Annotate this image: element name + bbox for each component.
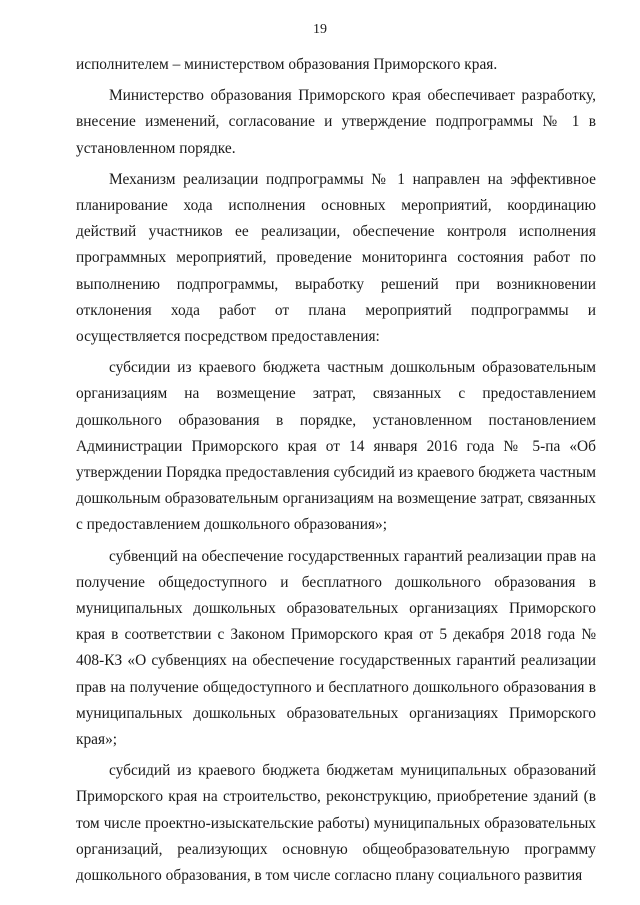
paragraph-continuation: исполнителем – министерством образования Приморского края. [76,56,498,73]
paragraph-mechanism: Механизм реализации подпрограммы № 1 направлен на эффективное планирование хода исполнения основных мероприятий, координацию действий участников ее реализации, обеспечение контроля исполнения программных мероприятий, проведение мониторинга состояния работ по выполнению подпрограммы, выработку решений при возникновении отклонения хода работ от плана мероприятий подпрограммы и осуществляется посредством предоставления: [76,170,596,346]
page-number: 19 [313,22,327,37]
paragraph-ministry-responsibility: Министерство образования Приморского края обеспечивает разработку, внесение изменений, согласование и утверждение подпрограммы № 1 в установленном порядке. [76,87,596,157]
paragraph-subsidy-construction: субсидий из краевого бюджета бюджетам муниципальных образований Приморского края на строительство, реконструкцию, приобретение зданий (в том числе проектно-изыскательские работы) муниципальных образовательных организаций, реализующих основную общеобразовательную программу дошкольного образования, в том числе согласно плану социального развития [76,762,596,885]
paragraph-subvention: субвенций на обеспечение государственных гарантий реализации прав на получение общедоступного и бесплатного дошкольного образования в муниципальных дошкольных образовательных организациях Приморского края в соответствии с Законом Приморского края от 5 декабря 2018 года № 408-КЗ «О субвенциях на обеспечение государственных гарантий реализации прав на получение общедоступного и бесплатного дошкольного образования в муниципальных дошкольных образовательных организациях Приморского края»; [76,547,596,749]
paragraph-subsidy-private: субсидии из краевого бюджета частным дошкольным образовательным организациям на возмещение затрат, связанных с предоставлением дошкольного образования в порядке, установленном постановлением Администрации Приморского края от 14 января 2016 года № 5-па «Об утверждении Порядка предоставления субсидий из краевого бюджета частным дошкольным образовательным организациям на возмещение затрат, связанных с предоставлением дошкольного образования»; [76,359,596,534]
document-body [76,52,596,889]
